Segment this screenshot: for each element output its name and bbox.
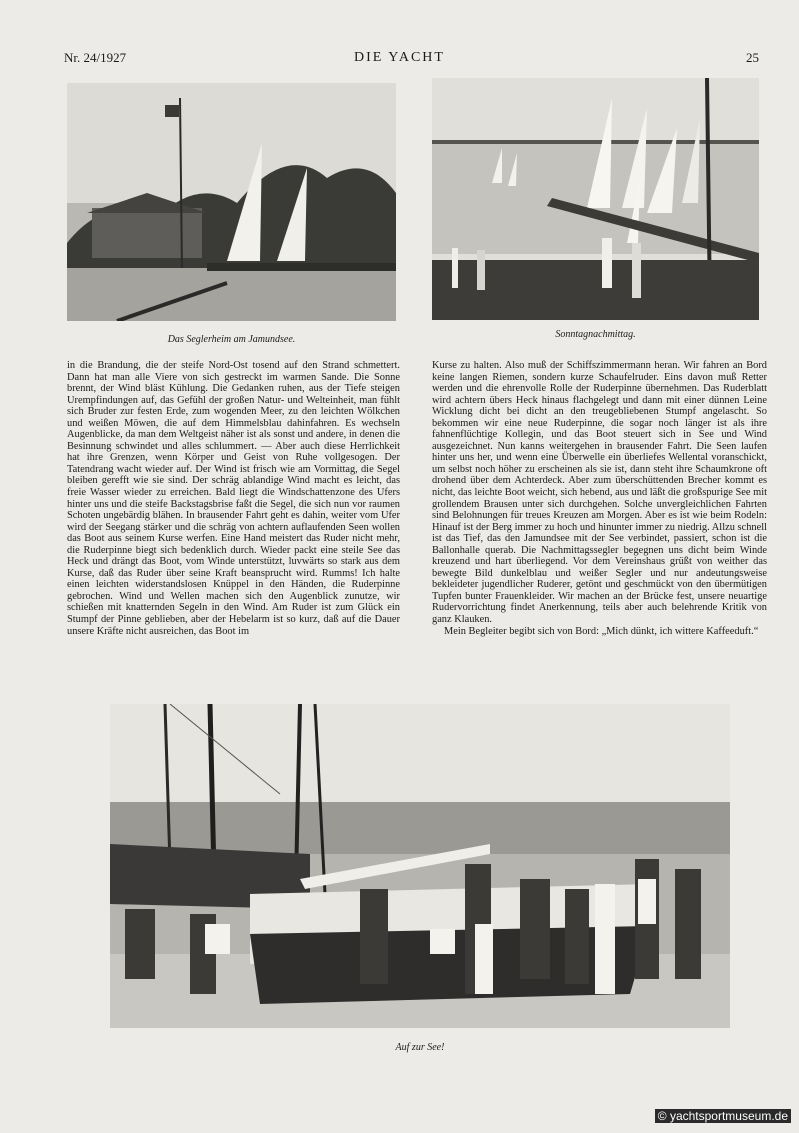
paragraph: Mein Begleiter begibt sich von Bord: „Mich dünkt, ich wittere Kaffeeduft.“ [444, 625, 759, 637]
caption-seglerheim: Das Seglerheim am Jamundsee. [167, 334, 296, 345]
copyright-watermark: © yachtsportmuseum.de [655, 1109, 791, 1123]
issue-number: Nr. 24/1927 [64, 50, 127, 65]
photo-sonntagnachmittag [432, 78, 759, 320]
magazine-title: DIE YACHT [354, 50, 445, 65]
page-number: 25 [746, 50, 759, 65]
text-column-right [432, 360, 767, 637]
caption-sonntagnachmittag: Sonntagnachmittag. [555, 329, 636, 340]
caption-auf-zur-see: Auf zur See! [395, 1042, 445, 1053]
text-column-left [67, 360, 400, 637]
paragraph: Kurse zu halten. Also muß der Schiffszimmermann heran. Wir fahren an Bord keine langen Riemen, sondern kurze Schaufelruder. Eins davon muß Retter werden und die ehrenvolle Rolle der Ruderpinne übernehmen. Das Ruderblatt wird achtern übers Heck hinaus flachgelegt und dann mit einer dünnen Leine Wicklung dicht bei dicht an den treugebliebenen Stumpf angelascht. So bekommen wir eine neue Ruderpinne, die sogar noch länger ist als ihre fahnenflüchtige Kollegin, und das Boot steuert sich in See und Wind ausgezeichnet. Nun kanns weitergehen in brausender Fahrt. Die Seen laufen hinter uns her, und wenn eine Überwelle ein überliefes Wellental voranschickt, um selbst noch höher zu erscheinen als sie ist, dann steht ihre Schaumkrone oft drohend über dem Achterdeck. Aber zum überschüttenden Brecher kommt es nicht, das leichte Boot weicht, sich hebend, aus und läßt die großspurige See mit grollendem Brausen unter sich durchgehen. Solche unvergleichlichen Fahrten sind Belohnungen für treues Kreuzen am Morgen. Aber es ist wie beim Rodeln: Hinauf ist der Berg immer zu hoch und hinunter immer zu niedrig. Allzu schnell ist das Tief, das den Jamundsee mit der See verbindet, passiert, schon ist die Ballonhalle querab. Die Nachmittagssegler begegnen uns dicht beim Winde kreuzend und hart überliegend. Vor dem Vereinshaus grüßt von weither das bewegte Bild dunkelblau und weißer Segler und nur andeutungsweise bekleideter jugendlicher Ruderer, getönt und geschmückt von den übermütigen Tupfen bunter Frauenkleider. Wir machen an der Brücke fest, unsere neuartige Rudervorrichtung findet Anerkennung, teils aber auch belehrende Kritik von ganz Klauken. [432, 360, 767, 626]
photo-auf-zur-see [110, 704, 730, 1028]
paragraph: in die Brandung, die der steife Nord-Ost tosend auf den Strand schmettert. Dann hat man alle Viere von sich gestreckt im warmen Sande. Die Sonne brennt, der Wind bläst Kühlung. Die Gedanken ruhen, aus der Tiefe steigen Urempfindungen auf, das Gefühl der großen Natur- und Welteinheit, man fühlt sich Bruder zur festen Erde, zum wogenden Meer, zu den leichten Wölkchen und weißen Möwen, die auf dem Himmelsblau dahinfahren. Es wechseln Augenblicke, da man dem Weltgeist näher ist als sonst und andere, in denen die Besinnung schwindet und alles schlummert. — Aber auch diese Herrlichkeit hat ihre Grenzen, wenn Körper und Geist von Ruhe vollgesogen. Der Tatendrang wacht wieder auf. Der Wind ist frisch wie am Vormittag, die Segel bleiben gerefft wie sie sind. Der schräg ablandige Wind macht es leicht, das freie Wasser wieder zu erreichen. Bald liegt die Windschattenzone des Ufers hinter uns und die steife Backstagsbrise faßt die Segel, die sich nun vor raumen Schoten ungebärdig blähen. In brausender Fahrt geht es dahin, weiter vom Ufer wird der Seegang stärker und die schräg von achtern auflaufenden Seen wollen das Boot aus seinem Kurse werfen. Eine Hand meistert das Ruder nicht mehr, die Ruderpinne biegt sich bedenklich durch. Wieder packt eine steile See das Heck und drängt das Boot, vom Winde unterstützt, luvwärts so stark aus dem Kurse, daß das Ruder über seine Kraft beansprucht wird. Rumms! Ich halte einen leichten widerstandslosen Knüppel in den Händen, die Ruderpinne gebrochen. Wind und Wellen machen sich den Augenblick zunutze, wir schießen mit knatternden Segeln in den Wind. Am Ruder ist zum Glück ein Stumpf der Pinne geblieben, aber der Hebelarm ist so kurz, daß auf die Dauer unsere Kräfte nicht ausreichen, das Boot im [67, 360, 400, 637]
photo-seglerheim [67, 83, 396, 321]
